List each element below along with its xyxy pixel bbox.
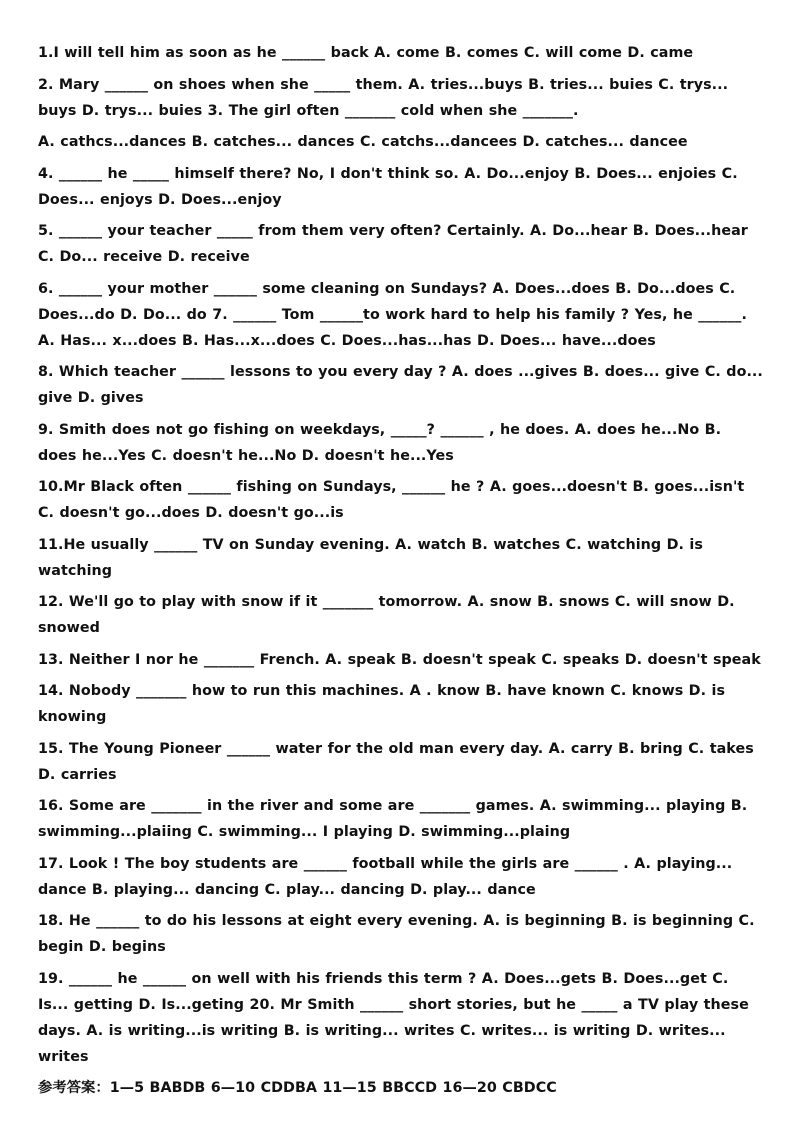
question-9: 9. Smith does not go fishing on weekdays, _____? ______ , he does. A. does he...No B. does he...Yes C. doesn't he...No D. doesn't he...Yes bbox=[38, 421, 722, 464]
question-19-20: 19. ______ he ______ on well with his friends this term ? A. Does...gets B. Does...get C. Is... getting D. Is...geting 20. Mr Smith ______ short stories, but he _____ a TV play these days. A. is writing...is writing B. is writing... writes C. writes... is writing D. writes... writes bbox=[38, 970, 749, 1065]
question-8: 8. Which teacher ______ lessons to you every day ? A. does ...gives B. does... give C. do... give D. gives bbox=[38, 364, 763, 406]
question-3-options: A. cathcs...dances B. catches... dances C. catchs...dancees D. catches... dancee bbox=[38, 134, 688, 150]
question-5: 5. ______ your teacher _____ from them very often? Certainly. A. Do...hear B. Does...hear C. Do... receive D. receive bbox=[38, 223, 748, 265]
worksheet bbox=[38, 40, 764, 1107]
question-17: 17. Look ! The boy students are ______ football while the girls are ______ . A. playing... dance B. playing... dancing C. play... dancing D. play... dance bbox=[38, 855, 733, 898]
question-15: 15. The Young Pioneer ______ water for the old man every day. A. carry B. bring C. takes D. carries bbox=[38, 740, 754, 783]
question-1: 1.I will tell him as soon as he ______ back A. come B. comes C. will come D. came bbox=[38, 45, 694, 61]
question-13: 13. Neither I nor he _______ French. A. speak B. doesn't speak C. speaks D. doesn't speak bbox=[38, 651, 761, 668]
question-12: 12. We'll go to play with snow if it _______ tomorrow. A. snow B. snows C. will snow D. snowed bbox=[38, 594, 735, 636]
question-6-7: 6. ______ your mother ______ some cleaning on Sundays? A. Does...does B. Do...does C. Does...do D. Do... do 7. ______ Tom ______to work hard to help his family ? Yes, he ______. A. Has... x...does B. Has...x...does C. Does...has...has D. Does... have...does bbox=[38, 280, 747, 349]
answer-key: 参考答案：1—5 BABDB 6—10 CDDBA 11—15 BBCCD 16—20 CBDCC bbox=[38, 1080, 557, 1096]
question-18: 18. He ______ to do his lessons at eight every evening. A. is beginning B. is beginning C. begin D. begins bbox=[38, 913, 755, 955]
question-11: 11.He usually ______ TV on Sunday evening. A. watch B. watches C. watching D. is watching bbox=[38, 536, 703, 579]
question-4: 4. ______ he _____ himself there? No, I don't think so. A. Do...enjoy B. Does... enjoies C. Does... enjoys D. Does...enjoy bbox=[38, 165, 738, 208]
question-16: 16. Some are _______ in the river and some are _______ games. A. swimming... playing B. swimming...plaiing C. swimming... I playing D. swimming...plaing bbox=[38, 798, 748, 840]
question-14: 14. Nobody _______ how to run this machines. A . know B. have known C. knows D. is knowing bbox=[38, 683, 726, 725]
question-10: 10.Mr Black often ______ fishing on Sundays, ______ he ? A. goes...doesn't B. goes...isn't C. doesn't go...does D. doesn't go...is bbox=[38, 479, 745, 521]
question-2-3: 2. Mary ______ on shoes when she _____ them. A. tries...buys B. tries... buies C. trys... buys D. trys... buies 3. The girl often _______ cold when she _______. bbox=[38, 76, 729, 119]
